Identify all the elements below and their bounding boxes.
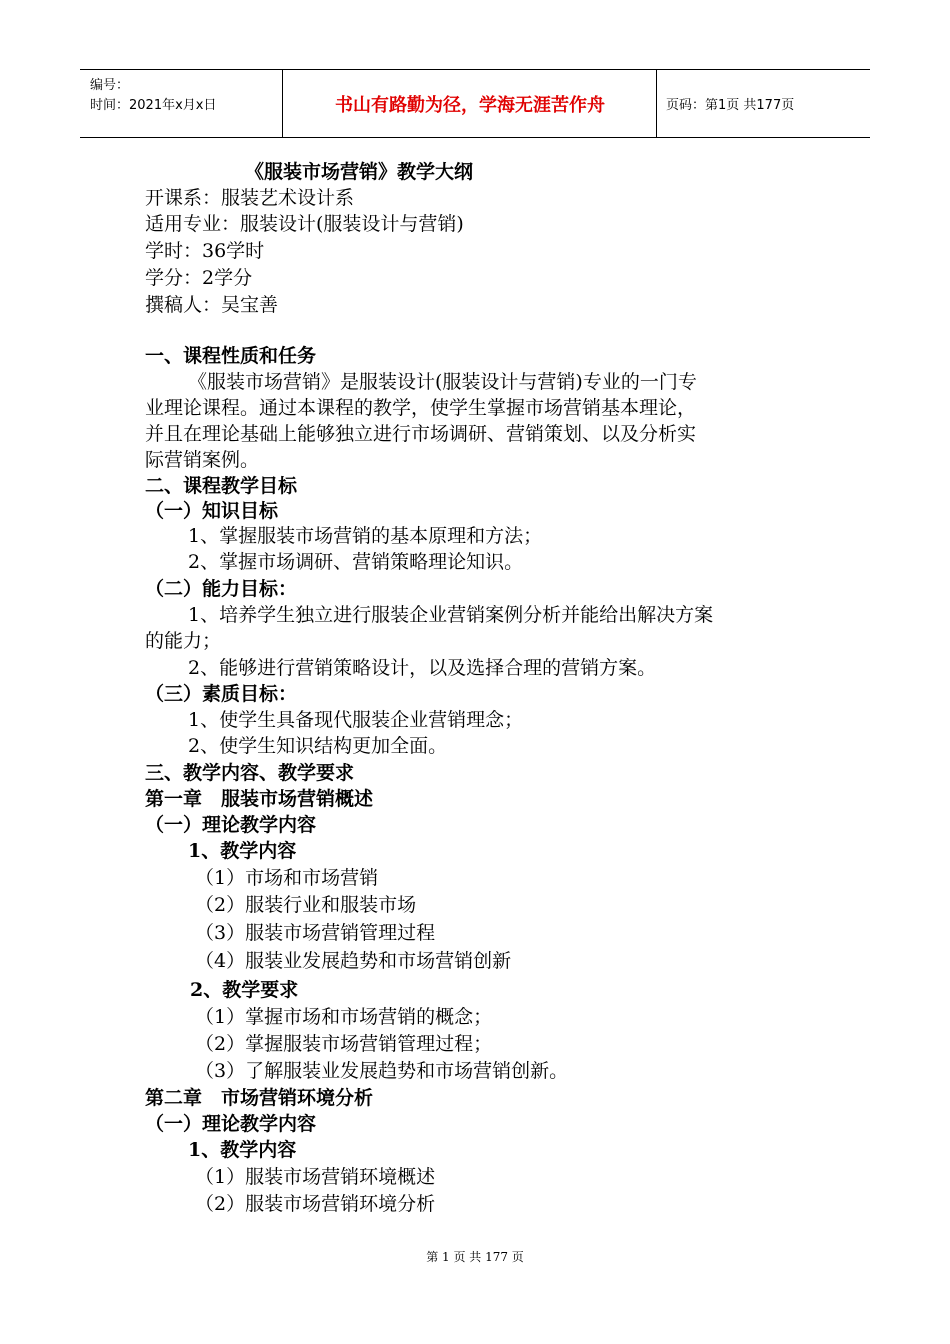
section-heading: 一、课程性质和任务 bbox=[145, 345, 317, 367]
subsection-heading: （三）素质目标： bbox=[145, 683, 298, 705]
list-item: （2）掌握服装市场营销管理过程； bbox=[195, 1033, 493, 1055]
author-line: 撰稿人：吴宝善 bbox=[145, 294, 279, 316]
chapter-heading: 第一章 服装市场营销概述 bbox=[145, 788, 374, 810]
paragraph-line: 业理论课程。通过本课程的教学，使学生掌握市场营销基本理论， bbox=[145, 397, 697, 419]
list-item: （2）服装市场营销环境分析 bbox=[195, 1193, 436, 1215]
list-item: （2）服装行业和服装市场 bbox=[195, 894, 417, 916]
list-item: 2、使学生知识结构更加全面。 bbox=[188, 735, 448, 757]
list-item: （1）掌握市场和市场营销的概念； bbox=[195, 1006, 493, 1028]
list-item: （1）服装市场营销环境概述 bbox=[195, 1166, 436, 1188]
paragraph-line: 《服装市场营销》是服装设计(服装设计与营销)专业的一门专 bbox=[188, 371, 697, 393]
page-footer: 第 1 页 共 177 页 bbox=[426, 1250, 524, 1264]
header-motto: 书山有路勤为径，学海无涯苦作舟 bbox=[335, 94, 605, 116]
list-item: 2、掌握市场调研、营销策略理论知识。 bbox=[188, 551, 524, 573]
list-item: （4）服装业发展趋势和市场营销创新 bbox=[195, 950, 512, 972]
section-heading: 二、课程教学目标 bbox=[145, 475, 298, 497]
dept-line: 开课系：服装艺术设计系 bbox=[145, 187, 355, 209]
item-heading: 1、教学内容 bbox=[188, 1139, 297, 1161]
time-label: 时间：2021年x月x日 bbox=[90, 98, 217, 113]
section-heading: 三、教学内容、教学要求 bbox=[145, 762, 355, 784]
list-item-continuation: 的能力； bbox=[145, 630, 222, 652]
list-item: （3）了解服装业发展趋势和市场营销创新。 bbox=[195, 1060, 569, 1082]
item-heading: 1、教学内容 bbox=[188, 840, 297, 862]
paragraph-line: 际营销案例。 bbox=[145, 449, 260, 471]
header-divider bbox=[282, 70, 283, 137]
credits-line: 学分：2学分 bbox=[145, 267, 253, 289]
number-label: 编号： bbox=[90, 78, 130, 93]
list-item: 2、能够进行营销策略设计，以及选择合理的营销方案。 bbox=[188, 657, 657, 679]
list-item: （1）市场和市场营销 bbox=[195, 867, 379, 889]
page-header bbox=[80, 69, 870, 138]
chapter-heading: 第二章 市场营销环境分析 bbox=[145, 1087, 374, 1109]
major-line: 适用专业：服装设计(服装设计与营销) bbox=[145, 213, 464, 235]
list-item: 1、使学生具备现代服装企业营销理念； bbox=[188, 709, 524, 731]
subsection-heading: （一）知识目标 bbox=[145, 500, 279, 522]
item-heading: 2、教学要求 bbox=[190, 979, 299, 1001]
subsection-heading: （二）能力目标： bbox=[145, 578, 298, 600]
header-page-info: 页码：第1页 共177页 bbox=[666, 98, 795, 113]
list-item: 1、培养学生独立进行服装企业营销案例分析并能给出解决方案 bbox=[188, 604, 714, 626]
list-item: （3）服装市场营销管理过程 bbox=[195, 922, 436, 944]
subsection-heading: （一）理论教学内容 bbox=[145, 814, 317, 836]
hours-line: 学时：36学时 bbox=[145, 240, 265, 262]
list-item: 1、掌握服装市场营销的基本原理和方法； bbox=[188, 525, 543, 547]
header-meta bbox=[90, 76, 216, 116]
paragraph-line: 并且在理论基础上能够独立进行市场调研、营销策划、以及分析实 bbox=[145, 423, 697, 445]
header-divider bbox=[656, 70, 657, 137]
subsection-heading: （一）理论教学内容 bbox=[145, 1113, 317, 1135]
doc-title: 《服装市场营销》教学大纲 bbox=[245, 161, 474, 183]
